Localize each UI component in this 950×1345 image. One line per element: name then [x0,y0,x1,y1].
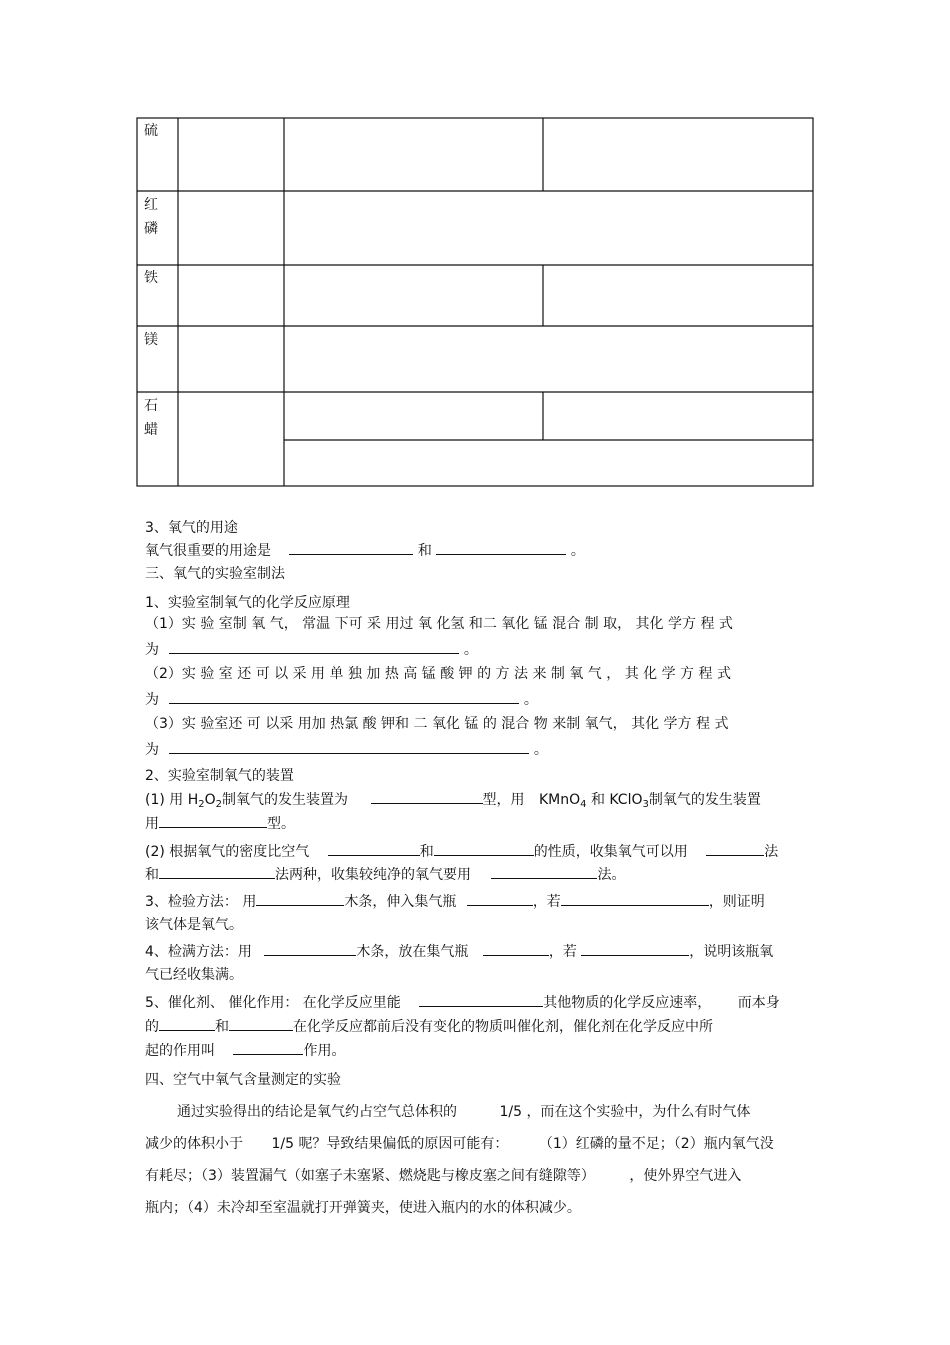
blank-full-phenomenon[interactable] [581,941,689,956]
section4-para-line3: 有耗尽；（3）装置漏气（如塞子未塞紧、燃烧匙与橡皮塞之间有缝隙等） ，使外界空气进入 [145,1168,742,1184]
blank-catalyst-mass[interactable] [159,1016,215,1031]
blank-use-1[interactable] [289,540,413,555]
item2-line1: （2）实 验 室 还 可 以 采 用 单 独 加 热 高 锰 酸 钾 的 方 法 来 制 氧 气 ， 其 化 学 方 程 式 [145,666,731,682]
section4-heading: 四、空气中氧气含量测定的实验 [145,1072,341,1088]
blank-device-kmno4[interactable] [159,813,267,828]
blank-test-stick[interactable] [256,891,344,906]
table-row-label-magnesium: 镁 [144,332,158,348]
table-row-label-paraffin: 石 蜡 [144,398,158,438]
section3-sub1: 1、实验室制氧气的化学反应原理 [145,595,350,611]
test-line1: 3、检验方法： 用 木条，伸入集气瓶 ，若 ，则证明 [145,891,765,912]
full-line1: 4、检满方法：用 木条，放在集气瓶 ，若 ，说明该瓶氧 [145,941,773,962]
blank-density[interactable] [328,841,420,856]
uses-heading: 3、氧气的用途 [145,520,238,536]
section4-para-line2: 减少的体积小于 1/5 呢？导致结果偏低的原因可能有： （1）红磷的量不足；（2）瓶内氧气没 [145,1136,774,1152]
blank-test-phenomenon[interactable] [561,891,709,906]
experiment-table [0,0,950,500]
section3-sub2: 2、实验室制氧气的装置 [145,768,294,784]
blank-catalyst-action[interactable] [233,1040,303,1055]
collect-line1: (2) 根据氧气的密度比空气 和 的性质，收集氧气可以用 法 [145,841,778,862]
blank-method-2[interactable] [159,864,275,879]
table-row-label-sulfur: 硫 [144,123,158,139]
blank-catalyst-property[interactable] [229,1016,293,1031]
catalyst-line2: 的 和 在化学反应都前后没有变化的物质叫催化剂，催化剂在化学反应中所 [145,1016,713,1037]
collect-line2: 和 法两种，收集较纯净的氧气要用 法。 [145,864,625,885]
blank-device-h2o2[interactable] [371,789,483,804]
blank-method-1[interactable] [706,841,764,856]
kmno4-formula: KMnO$_4$ [538,792,587,810]
blank-use-2[interactable] [436,540,566,555]
blank-full-position[interactable] [483,941,549,956]
blank-equation-3[interactable] [169,739,529,754]
blank-solubility[interactable] [434,841,534,856]
blank-equation-2[interactable] [169,689,519,704]
item1-line1: （1）实 验 室制 氧 气， 常温 下可 采 用过 氧 化氢 和二 氧化 锰 混合 制 取， 其化 学方 程 式 [145,616,733,632]
device-line2: 用 型。 [145,813,295,834]
device-line1: (1) 用 $H_2O_2$制氧气的发生装置为 型，用 KMnO$_4$ 和 KClO$_3$制氧气的发生装置 [145,789,761,815]
blank-equation-1[interactable] [169,639,459,654]
blank-test-position[interactable] [467,891,533,906]
h2o2-formula: $H_2O_2$ [187,792,223,810]
table-row-label-iron: 铁 [144,270,158,286]
table-row-label-red-phosphorus: 红 磷 [144,197,158,237]
blank-catalyst-change[interactable] [419,992,543,1007]
item2-line2: 为 。 [145,689,538,710]
section3-heading: 三、氧气的实验室制法 [145,566,285,582]
section4-para-line1: 通过实验得出的结论是氧气约占空气总体积的 1/5 ，而在这个实验中，为什么有时气体 [177,1104,751,1120]
uses-sentence: 氧气很重要的用途是 和 。 [145,540,585,561]
blank-full-stick[interactable] [264,941,356,956]
blank-method-pure[interactable] [491,864,597,879]
kclo3-formula: KClO$_3$ [609,792,649,810]
item3-line2: 为 。 [145,739,548,760]
section4-para-line4: 瓶内；（4）未冷却至室温就打开弹簧夹，使进入瓶内的水的体积减少。 [145,1200,581,1216]
item1-line2: 为 。 [145,639,478,660]
full-line2: 气已经收集满。 [145,967,243,983]
catalyst-line3: 起的作用叫 作用。 [145,1040,345,1061]
test-line2: 该气体是氧气。 [145,917,243,933]
catalyst-line1: 5、催化剂、 催化作用： 在化学反应里能 其他物质的化学反应速率， 而本身 [145,992,780,1013]
item3-line1: （3）实 验室还 可 以采 用加 热氯 酸 钾和 二 氧化 锰 的 混合 物 来制 氧气， 其化 学方 程 式 [145,716,729,732]
